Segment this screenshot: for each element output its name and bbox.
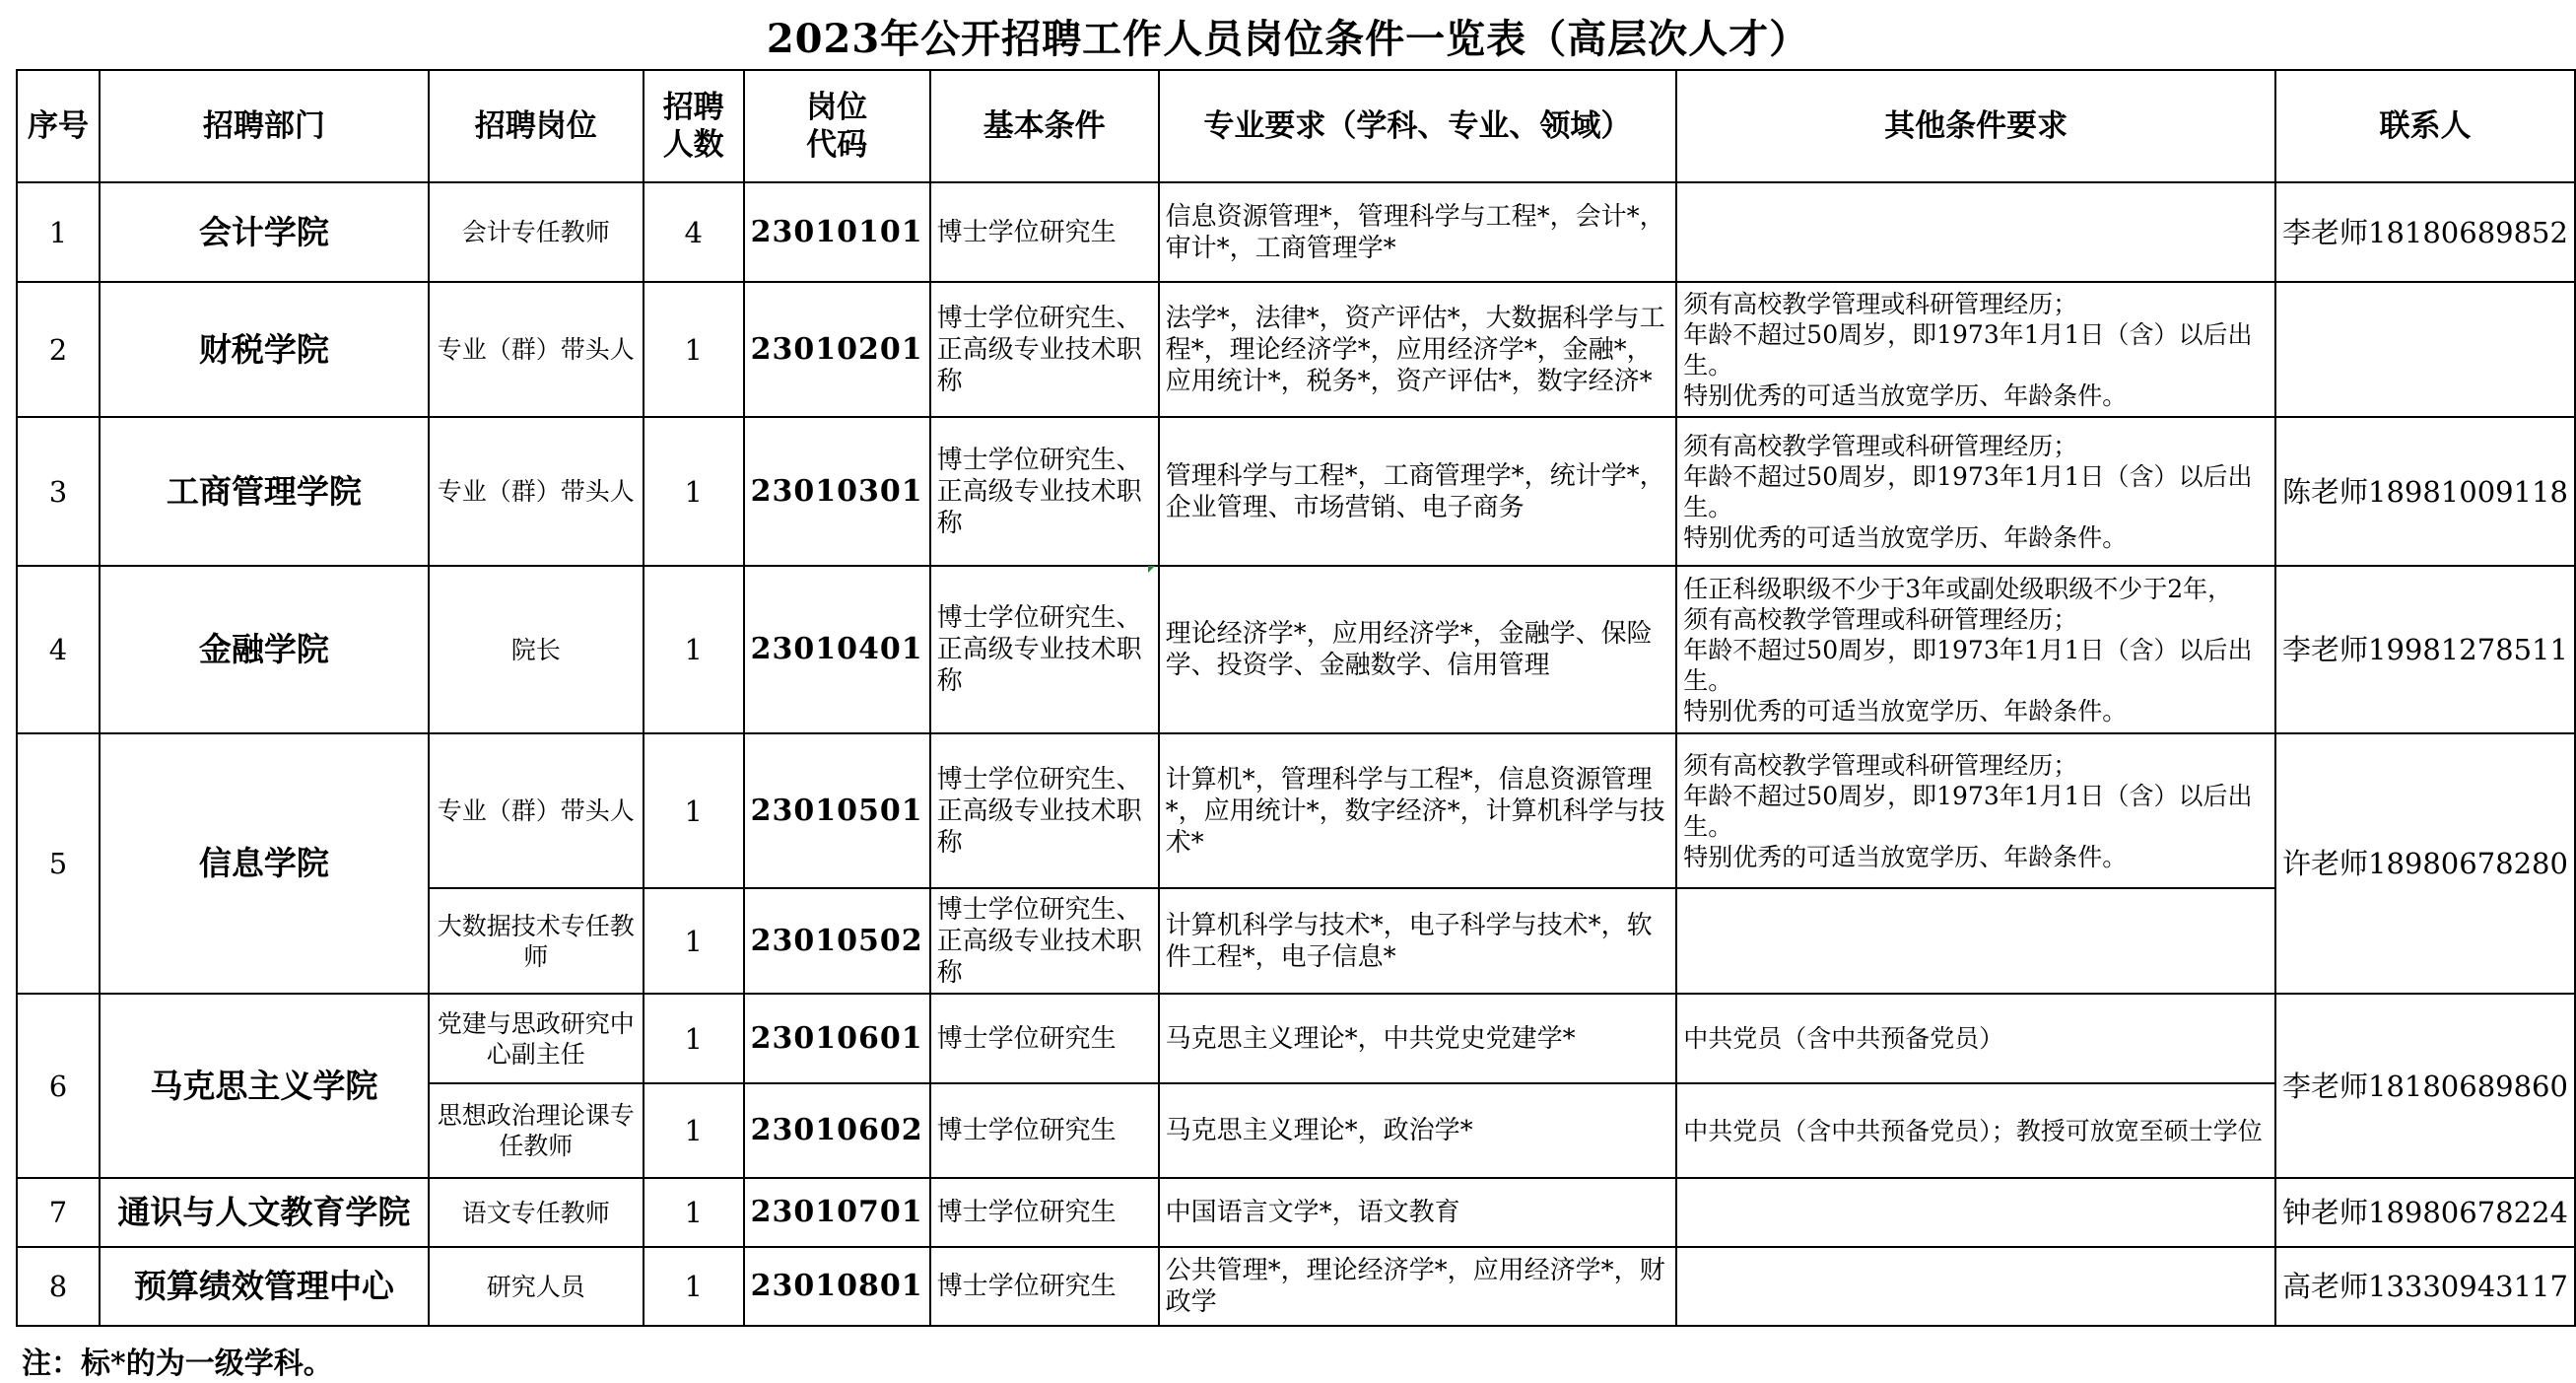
- cell-seq: 1: [17, 182, 100, 282]
- cell-major: 计算机科学与技术*，电子科学与技术*，软件工程*，电子信息*: [1159, 888, 1677, 994]
- cell-basic: 博士学位研究生: [930, 1247, 1159, 1326]
- cell-other: 须有高校教学管理或科研管理经历； 年龄不超过50周岁，即1973年1月1日（含）以后出生。 特别优秀的可适当放宽学历、年龄条件。: [1676, 282, 2275, 417]
- header-code-line1: 岗位: [806, 90, 868, 125]
- header-seq: 序号: [17, 70, 100, 182]
- cell-seq: 3: [17, 417, 100, 566]
- cell-dept: 马克思主义学院: [100, 994, 429, 1178]
- cell-dept: 预算绩效管理中心: [100, 1247, 429, 1326]
- cell-post: 专业（群）带头人: [429, 282, 644, 417]
- cell-dept: 工商管理学院: [100, 417, 429, 566]
- cell-post: 会计专任教师: [429, 182, 644, 282]
- page-title: 2023年公开招聘工作人员岗位条件一览表（高层次人才）: [766, 16, 1810, 62]
- table-row: [17, 1178, 2575, 1247]
- cell-basic: 博士学位研究生、正高级专业技术职称: [930, 417, 1159, 566]
- header-basic: 基本条件: [930, 70, 1159, 182]
- cell-count: 1: [644, 733, 744, 888]
- cell-count: 1: [644, 994, 744, 1083]
- cell-code: 23010502: [744, 888, 930, 994]
- cell-other: [1676, 1178, 2275, 1247]
- cell-post: 专业（群）带头人: [429, 733, 644, 888]
- cell-other: 任正科级职级不少于3年或副处级职级不少于2年， 须有高校教学管理或科研管理经历； 年龄不超过50周岁，即1973年1月1日（含）以后出生。 特别优秀的可适当放宽学历、年龄条件。: [1676, 566, 2275, 733]
- cell-major: 信息资源管理*，管理科学与工程*，会计*，审计*，工商管理学*: [1159, 182, 1677, 282]
- cell-code: 23010201: [744, 282, 930, 417]
- cell-contact: 陈老师18981009118: [2275, 417, 2575, 566]
- header-count-line2: 人数: [662, 127, 724, 163]
- cell-seq: 6: [17, 994, 100, 1178]
- cell-dept: 会计学院: [100, 182, 429, 282]
- header-dept: 招聘部门: [100, 70, 429, 182]
- table-row: [17, 182, 2575, 282]
- cell-contact: 许老师18980678280: [2275, 733, 2575, 994]
- cell-basic: 博士学位研究生: [930, 182, 1159, 282]
- cell-basic: 博士学位研究生、正高级专业技术职称: [930, 888, 1159, 994]
- cell-other: 中共党员（含中共预备党员）: [1676, 994, 2275, 1083]
- header-other: 其他条件要求: [1676, 70, 2275, 182]
- cell-other: 须有高校教学管理或科研管理经历； 年龄不超过50周岁，即1973年1月1日（含）以后出生。 特别优秀的可适当放宽学历、年龄条件。: [1676, 733, 2275, 888]
- cell-code: 23010701: [744, 1178, 930, 1247]
- cell-other: 中共党员（含中共预备党员）；教授可放宽至硕士学位: [1676, 1083, 2275, 1178]
- cell-major: 马克思主义理论*，政治学*: [1159, 1083, 1677, 1178]
- cell-other: 须有高校教学管理或科研管理经历； 年龄不超过50周岁，即1973年1月1日（含）以后出生。 特别优秀的可适当放宽学历、年龄条件。: [1676, 417, 2275, 566]
- cell-seq: 8: [17, 1247, 100, 1326]
- cell-code: 23010301: [744, 417, 930, 566]
- header-code-line2: 代码: [806, 127, 868, 163]
- cell-other: [1676, 1247, 2275, 1326]
- cell-dept: 财税学院: [100, 282, 429, 417]
- header-count-line1: 招聘: [662, 90, 724, 125]
- cell-count: 1: [644, 566, 744, 733]
- cell-dept: 通识与人文教育学院: [100, 1178, 429, 1247]
- cell-code: 23010602: [744, 1083, 930, 1178]
- cell-basic: 博士学位研究生、正高级专业技术职称: [930, 566, 1159, 733]
- cell-basic: 博士学位研究生、正高级专业技术职称: [930, 733, 1159, 888]
- cell-basic: 博士学位研究生: [930, 1178, 1159, 1247]
- cell-basic: 博士学位研究生: [930, 1083, 1159, 1178]
- cell-contact: 钟老师18980678224: [2275, 1178, 2575, 1247]
- table-row: [17, 566, 2575, 733]
- cell-seq: 7: [17, 1178, 100, 1247]
- cell-other: [1676, 182, 2275, 282]
- cell-contact: 高老师13330943117: [2275, 1247, 2575, 1326]
- cell-comment-marker: [1148, 566, 1155, 573]
- cell-post: 大数据技术专任教师: [429, 888, 644, 994]
- cell-post: 党建与思政研究中心副主任: [429, 994, 644, 1083]
- cell-major: 管理科学与工程*，工商管理学*，统计学*，企业管理、市场营销、电子商务: [1159, 417, 1677, 566]
- cell-code: 23010501: [744, 733, 930, 888]
- header-code: [744, 70, 930, 182]
- positions-table: [16, 69, 2576, 1327]
- header-major: 专业要求（学科、专业、领域）: [1159, 70, 1677, 182]
- table-row: [17, 1247, 2575, 1326]
- cell-other: [1676, 888, 2275, 994]
- cell-post: 专业（群）带头人: [429, 417, 644, 566]
- cell-dept: 金融学院: [100, 566, 429, 733]
- table-row: [17, 733, 2575, 888]
- cell-post: 院长: [429, 566, 644, 733]
- cell-seq: 2: [17, 282, 100, 417]
- table-row: [17, 994, 2575, 1083]
- cell-post: 语文专任教师: [429, 1178, 644, 1247]
- cell-count: 1: [644, 1178, 744, 1247]
- cell-post: 研究人员: [429, 1247, 644, 1326]
- cell-major: 理论经济学*，应用经济学*，金融学、保险学、投资学、金融数学、信用管理: [1159, 566, 1677, 733]
- cell-code: 23010401: [744, 566, 930, 733]
- cell-count: 1: [644, 888, 744, 994]
- cell-seq: 4: [17, 566, 100, 733]
- cell-count: 1: [644, 417, 744, 566]
- cell-contact: [2275, 282, 2575, 417]
- cell-contact: 李老师18180689852: [2275, 182, 2575, 282]
- cell-major: 马克思主义理论*，中共党史党建学*: [1159, 994, 1677, 1083]
- cell-code: 23010801: [744, 1247, 930, 1326]
- table-row: [17, 417, 2575, 566]
- cell-post: 思想政治理论课专任教师: [429, 1083, 644, 1178]
- cell-major: 法学*，法律*，资产评估*，大数据科学与工程*，理论经济学*，应用经济学*，金融*，应用统计*，税务*，资产评估*，数字经济*: [1159, 282, 1677, 417]
- cell-count: 4: [644, 182, 744, 282]
- cell-code: 23010601: [744, 994, 930, 1083]
- header-contact: 联系人: [2275, 70, 2575, 182]
- header-post: 招聘岗位: [429, 70, 644, 182]
- table-row: [17, 282, 2575, 417]
- cell-major: 计算机*，管理科学与工程*，信息资源管理*，应用统计*，数字经济*，计算机科学与技术*: [1159, 733, 1677, 888]
- cell-count: 1: [644, 1247, 744, 1326]
- cell-seq: 5: [17, 733, 100, 994]
- cell-major: 中国语言文学*，语文教育: [1159, 1178, 1677, 1247]
- header-count: [644, 70, 744, 182]
- cell-count: 1: [644, 282, 744, 417]
- header-row: [17, 70, 2575, 182]
- cell-basic: 博士学位研究生、正高级专业技术职称: [930, 282, 1159, 417]
- footnote: 注：标*的为一级学科。: [22, 1347, 333, 1381]
- cell-count: 1: [644, 1083, 744, 1178]
- cell-basic: 博士学位研究生: [930, 994, 1159, 1083]
- cell-code: 23010101: [744, 182, 930, 282]
- cell-major: 公共管理*，理论经济学*，应用经济学*，财政学: [1159, 1247, 1677, 1326]
- cell-contact: 李老师18180689860: [2275, 994, 2575, 1178]
- cell-contact: 李老师19981278511: [2275, 566, 2575, 733]
- cell-dept: 信息学院: [100, 733, 429, 994]
